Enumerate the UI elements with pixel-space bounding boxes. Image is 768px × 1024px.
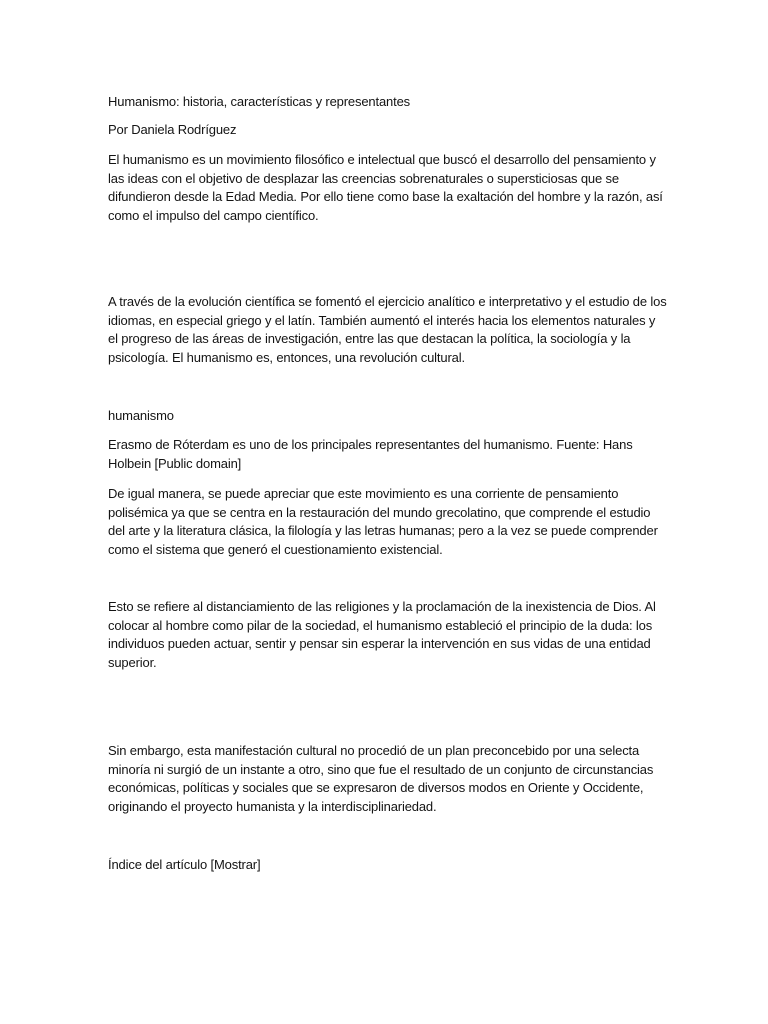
paragraph-evolution: A través de la evolución científica se fomentó el ejercicio analítico e interpretativo y el estudio de los idiomas, en especial griego y el latín. También aumentó el interés hacia los elementos naturales y el progreso de las áreas de investigación, entre las que destacan la política, la sociología y la psicología. El humanismo es, entonces, una revolución cultural. [108,294,667,365]
document-title: Humanismo: historia, características y representantes [108,94,411,109]
paragraph-religion: Esto se refiere al distanciamiento de las religiones y la proclamación de la inexistencia de Dios. Al colocar al hombre como pilar de la sociedad, el humanismo estableció el principio de la duda: los individuos pueden actuar, sentir y pensar sin esperar la intervención en sus vidas de una entidad superior. [108,599,656,670]
paragraph-intro: El humanismo es un movimiento filosófico e intelectual que buscó el desarrollo del pensamiento y las ideas con el objetivo de desplazar las creencias sobrenaturales o supersticiosas que se difundieron desde la Edad Media. Por ello tiene como base la exaltación del hombre y la razón, así como el impulso del campo científico. [108,152,663,223]
paragraph-polysemic: De igual manera, se puede apreciar que este movimiento es una corriente de pensamiento polisémica ya que se centra en la restauración del mundo grecolatino, que comprende el estudio del arte y la literatura clásica, la filología y las letras humanas; pero a la vez se puede comprender como el sistema que generó el cuestionamiento existencial. [108,486,658,557]
paragraph-origin: Sin embargo, esta manifestación cultural no procedió de un plan preconcebido por una selecta minoría ni surgió de un instante a otro, sino que fue el resultado de un conjunto de circunstancias económicas, políticas y sociales que se expresaron de diversos modos en Oriente y Occidente, originando el proyecto humanista y la interdisciplinariedad. [108,743,654,814]
image-caption: Erasmo de Róterdam es uno de los principales representantes del humanismo. Fuente: Hans Holbein [Public domain] [108,437,633,471]
image-label: humanismo [108,408,174,423]
article-index-toggle[interactable]: Índice del artículo [Mostrar] [108,857,261,872]
author-line: Por Daniela Rodríguez [108,122,237,137]
